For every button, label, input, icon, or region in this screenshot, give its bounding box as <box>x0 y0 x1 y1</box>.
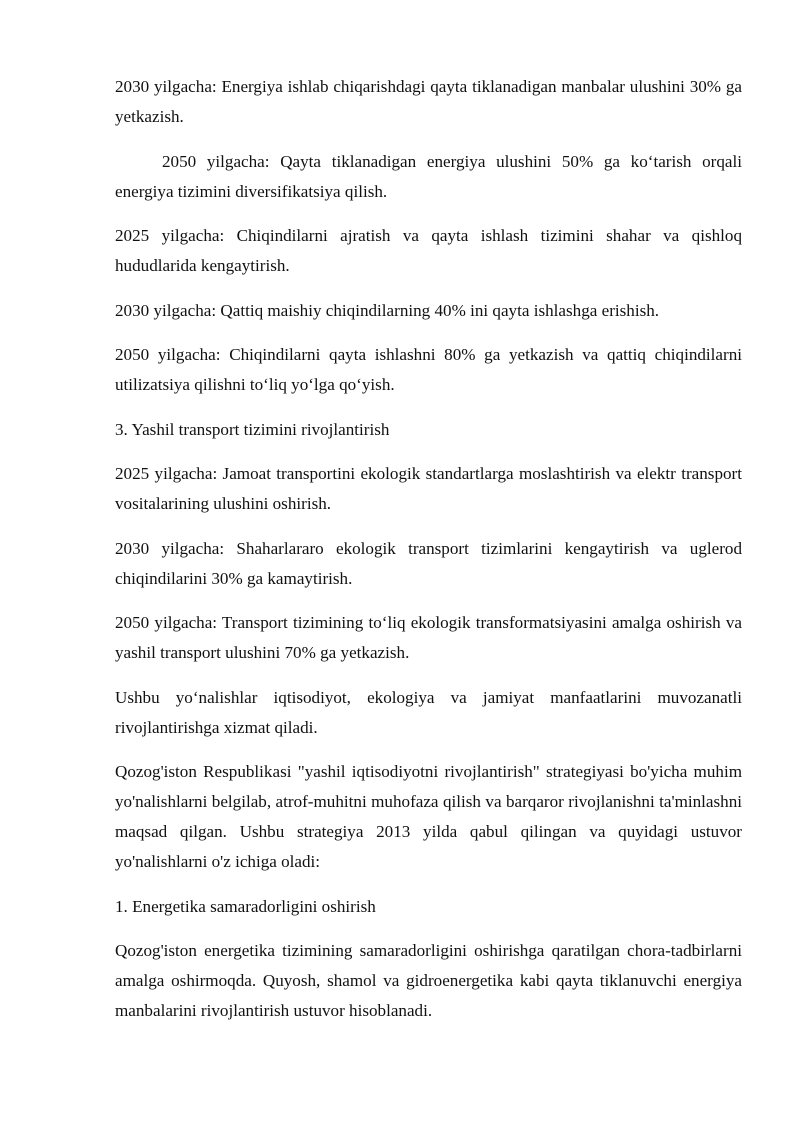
paragraph-2030-energy: 2030 yilgacha: Energiya ishlab chiqarishdagi qayta tiklanadigan manbalar ulushini 30% ga yetkazish. <box>115 77 742 126</box>
section-heading-energy-efficiency: 1. Energetika samaradorligini oshirish <box>115 896 376 916</box>
paragraph-energy-efficiency: Qozog'iston energetika tizimining samaradorligini oshirishga qaratilgan chora-tadbirlarni amalga oshirmoqda. Quyosh, shamol va gidroenergetika kabi qayta tiklanuvchi energiya manbalarini rivojlantirish ustuvor hisoblanadi. <box>115 941 742 1020</box>
paragraph-2025-transport: 2025 yilgacha: Jamoat transportini ekologik standartlarga moslashtirish va elektr transport vositalarining ulushini oshirish. <box>115 464 742 513</box>
paragraph-2050-transport: 2050 yilgacha: Transport tizimining to‘liq ekologik transformatsiyasini amalga oshirish va yashil transport ulushini 70% ga yetkazish. <box>115 613 742 662</box>
paragraph-summary: Ushbu yo‘nalishlar iqtisodiyot, ekologiya va jamiyat manfaatlarini muvozanatli rivojlantirishga xizmat qiladi. <box>115 687 742 737</box>
paragraph-kazakhstan-strategy: Qozog'iston Respublikasi "yashil iqtisodiyotni rivojlantirish" strategiyasi bo'yicha muhim yo'nalishlarni belgilab, atrof-muhitni muhofaza qilish va barqaror rivojlanishni ta'minlashni maqsad qilgan. Ushbu strategiya 2013 yilda qabul qilingan va quyidagi ustuvor yo'nalishlarni o'z ichiga oladi: <box>115 762 742 871</box>
section-heading-green-transport: 3. Yashil transport tizimini rivojlantirish <box>115 419 390 439</box>
paragraph-2050-energy: 2050 yilgacha: Qayta tiklanadigan energiya ulushini 50% ga ko‘tarish orqali energiya tizimini diversifikatsiya qilish. <box>115 151 742 201</box>
document-page <box>115 72 742 1041</box>
paragraph-2030-transport: 2030 yilgacha: Shaharlararo ekologik transport tizimlarini kengaytirish va uglerod chiqindilarini 30% ga kamaytirish. <box>115 538 742 588</box>
paragraph-2025-waste: 2025 yilgacha: Chiqindilarni ajratish va qayta ishlash tizimini shahar va qishloq hududlarida kengaytirish. <box>115 226 742 275</box>
paragraph-2050-waste: 2050 yilgacha: Chiqindilarni qayta ishlashni 80% ga yetkazish va qattiq chiqindilarni utilizatsiya qilishni to‘liq yo‘lga qo‘yish. <box>115 345 742 394</box>
paragraph-2030-waste: 2030 yilgacha: Qattiq maishiy chiqindilarning 40% ini qayta ishlashga erishish. <box>115 300 660 320</box>
